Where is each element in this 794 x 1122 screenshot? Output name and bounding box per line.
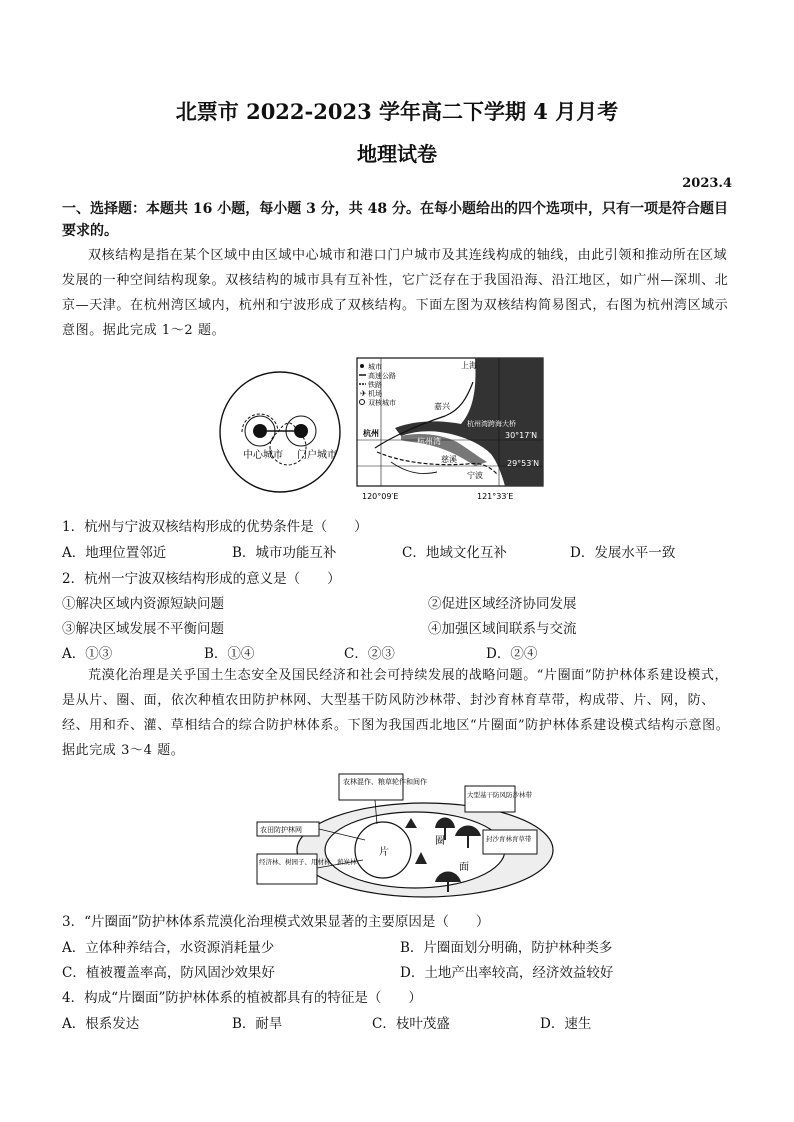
label-quan: 圈 xyxy=(435,836,445,847)
q1-option-a[interactable]: A．地理位置邻近 xyxy=(62,545,167,561)
center-city-dot xyxy=(253,424,267,438)
q2-option-a[interactable]: A．①③ xyxy=(62,646,113,662)
airport-icon: ✈ xyxy=(360,389,367,398)
q2-item-3: ③解决区域发展不平衡问题 xyxy=(62,621,224,637)
q2-item-1: ①解决区域内资源短缺问题 xyxy=(62,596,224,612)
q4-option-b[interactable]: B．耐旱 xyxy=(232,1016,283,1032)
q2-option-d[interactable]: D．②④ xyxy=(486,646,538,662)
place-cixi: 慈溪 xyxy=(441,455,457,464)
hangzhou-bay-map xyxy=(357,358,543,501)
question-1-stem: 1．杭州与宁波双核结构形成的优势条件是（ ） xyxy=(62,519,368,535)
box-econ: 经济林、树园子、用材林、薪炭林 xyxy=(259,858,357,866)
q4-option-a[interactable]: A．根系发达 xyxy=(62,1016,140,1032)
q2-option-c[interactable]: C．②③ xyxy=(344,646,395,662)
figure-2 xyxy=(255,772,555,902)
lat-top: 30°17′N xyxy=(505,431,538,440)
place-hangzhou-bay: 杭州湾 xyxy=(417,437,441,446)
legend-highway: 高速公路 xyxy=(368,372,396,380)
place-bridge: 杭州湾跨海大桥 xyxy=(467,420,516,428)
label-mian: 面 xyxy=(459,862,469,873)
exam-subtitle: 地理试卷 xyxy=(357,142,437,166)
port-city-dot xyxy=(294,424,308,438)
question-3-stem: 3．“片圈面”防护林体系荒漠化治理模式效果显著的主要原因是（ ） xyxy=(62,914,490,930)
place-jiaxing: 嘉兴 xyxy=(434,402,450,411)
q1-option-d[interactable]: D．发展水平一致 xyxy=(570,545,676,561)
question-4-stem: 4．构成“片圈面”防护林体系的植被都具有的特征是（ ） xyxy=(62,990,422,1006)
legend-dual-core: 双核城市 xyxy=(368,399,396,407)
legend-airport: 机场 xyxy=(368,390,382,398)
place-hangzhou: 杭州 xyxy=(363,429,379,438)
q2-item-2: ②促进区域经济协同发展 xyxy=(428,596,577,612)
q3-option-d[interactable]: D．土地产出率较高，经济效益较好 xyxy=(400,965,614,981)
q2-item-4: ④加强区域间联系与交流 xyxy=(428,621,577,637)
lon-right: 121°33′E xyxy=(477,492,514,501)
q3-option-c[interactable]: C．植被覆盖率高，防风固沙效果好 xyxy=(62,965,275,981)
label-center-city: 中心城市 xyxy=(243,450,283,461)
legend-city: 城市 xyxy=(368,363,382,371)
ring-quan xyxy=(325,812,505,888)
q4-option-d[interactable]: D．速生 xyxy=(540,1016,592,1032)
box-big-forest: 大型基干防风防沙林带 xyxy=(467,791,532,799)
passage-1: 双核结构是指在某个区域中由区域中心城市和港口门户城市及其连线构成的轴线，由此引领和推动所在区域发展的一种空间结构现象。双核结构的城市具有互补性，它广泛存在于我国沿海、沿江地区，如广州—深圳、北京—天津。在杭州湾区域内，杭州和宁波形成了双核结构。下面左图为双核结构简易图式，右图为杭州湾区域示意图。据此完成 1～2 题。 xyxy=(62,248,729,338)
q4-option-c[interactable]: C．枝叶茂盛 xyxy=(372,1016,450,1032)
label-pian: 片 xyxy=(379,847,389,858)
legend-railway: 铁路 xyxy=(368,381,382,389)
q3-option-a[interactable]: A．立体种养结合，水资源消耗量少 xyxy=(62,940,275,956)
box-seal: 封沙育林育草带 xyxy=(486,835,532,843)
q1-option-c[interactable]: C．地域文化互补 xyxy=(402,545,507,561)
q1-option-b[interactable]: B．城市功能互补 xyxy=(232,545,337,561)
section-heading: 一、选择题：本题共 16 小题，每小题 3 分，共 48 分。在每小题给出的四个选项中，只有一项是符合题目要求的。 xyxy=(62,201,728,239)
passage-2: 荒漠化治理是关乎国土生态安全及国民经济和社会可持续发展的战略问题。“片圈面”防护林体系建设模式，是从片、圈、面，依次种植农田防护林网、大型基干防风防沙林带、封沙育林育草带，构成带、片、网，防、经、用和乔、灌、草相结合的综合防护林体系。下图为我国西北地区“片圈面”防护林体系建设模式结构示意图。据此完成 3～4 题。 xyxy=(62,668,730,758)
exam-date: 2023.4 xyxy=(682,176,732,191)
box-farm: 农田防护林网 xyxy=(260,826,302,834)
figure-1 xyxy=(205,354,545,504)
q3-option-b[interactable]: B．片圈面划分明确，防护林种类多 xyxy=(400,940,613,956)
box-top: 农林混作、粮草轮作和间作 xyxy=(343,778,427,786)
lat-bottom: 29°53′N xyxy=(507,459,540,468)
exam-title: 北票市 2022-2023 学年高二下学期 4 月月考 xyxy=(175,99,619,124)
lon-left: 120°09′E xyxy=(362,492,399,501)
place-shanghai: 上海 xyxy=(461,361,477,370)
label-port-city: 门户城市 xyxy=(297,450,337,461)
question-2-stem: 2．杭州一宁波双核结构形成的意义是（ ） xyxy=(62,571,341,587)
q2-option-b[interactable]: B．①④ xyxy=(204,646,255,662)
place-ningbo: 宁波 xyxy=(467,471,483,480)
dual-core-diagram xyxy=(220,372,340,492)
